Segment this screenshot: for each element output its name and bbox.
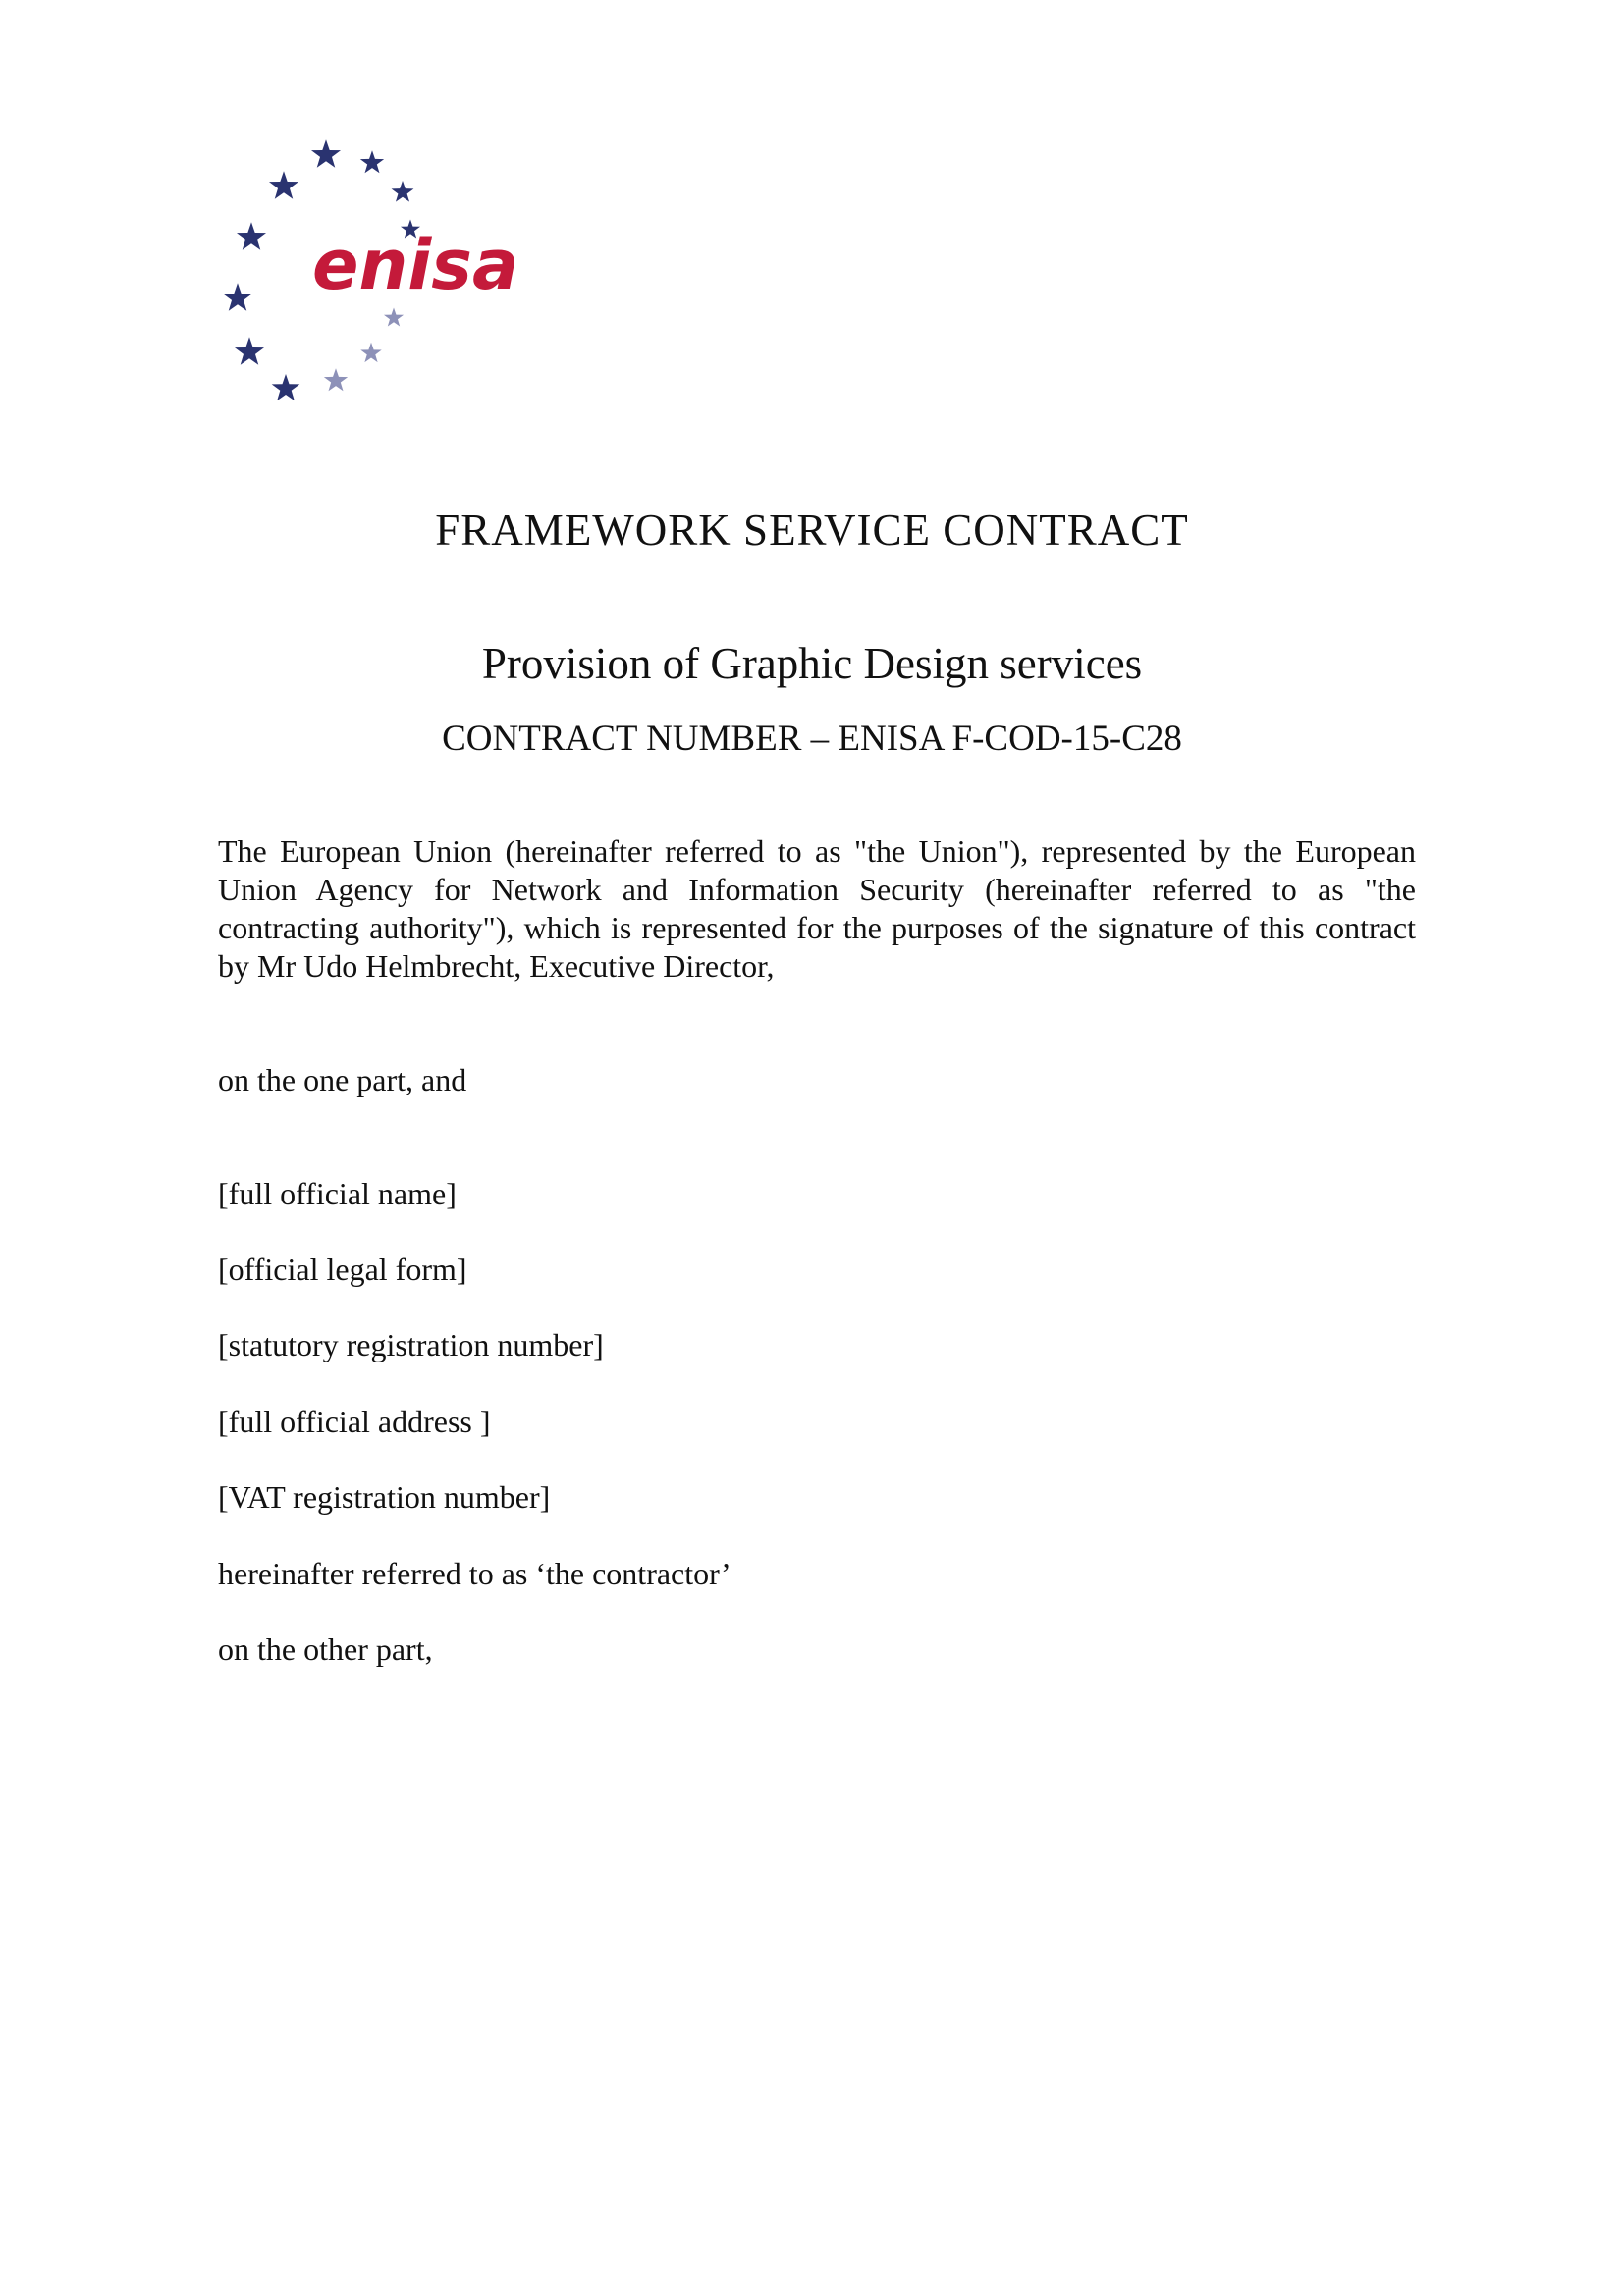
other-part-text: on the other part, [218,1631,433,1667]
field-full-official-name: [full official name] [218,1176,457,1211]
star-icon [223,283,252,310]
intro-paragraph: The European Union (hereinafter referred to as "the Union"), represented by the European Union Agency for Network and Information Security (hereinafter referred to as "the contracting authority"), which is represented for the purposes of the signature of this contract by Mr Udo Helmbrecht, Executive Director, [218,833,1416,984]
star-icon [384,308,404,327]
contract-subtitle: Provision of Graphic Design services [481,639,1143,688]
contract-number: CONTRACT NUMBER – ENISA F-COD-15-C28 [442,719,1182,759]
enisa-logo [208,130,522,414]
field-official-legal-form: [official legal form] [218,1252,467,1287]
field-statutory-registration-number: [statutory registration number] [218,1327,604,1362]
star-icon [360,343,381,362]
contractor-reference: hereinafter referred to as ‘the contractor’ [218,1556,731,1591]
one-part-text: on the one part, and [218,1062,467,1097]
contract-title: FRAMEWORK SERVICE CONTRACT [435,506,1189,555]
star-icon [235,337,264,364]
star-icon [272,374,300,400]
star-icon [237,222,266,249]
logo-text: enisa [312,225,519,305]
field-vat-registration-number: [VAT registration number] [218,1479,551,1515]
field-full-official-address: [full official address ] [218,1404,491,1439]
star-icon [324,368,348,391]
star-icon [269,171,298,198]
star-icon [311,139,341,167]
star-icon [392,181,414,202]
star-icon [360,150,384,173]
